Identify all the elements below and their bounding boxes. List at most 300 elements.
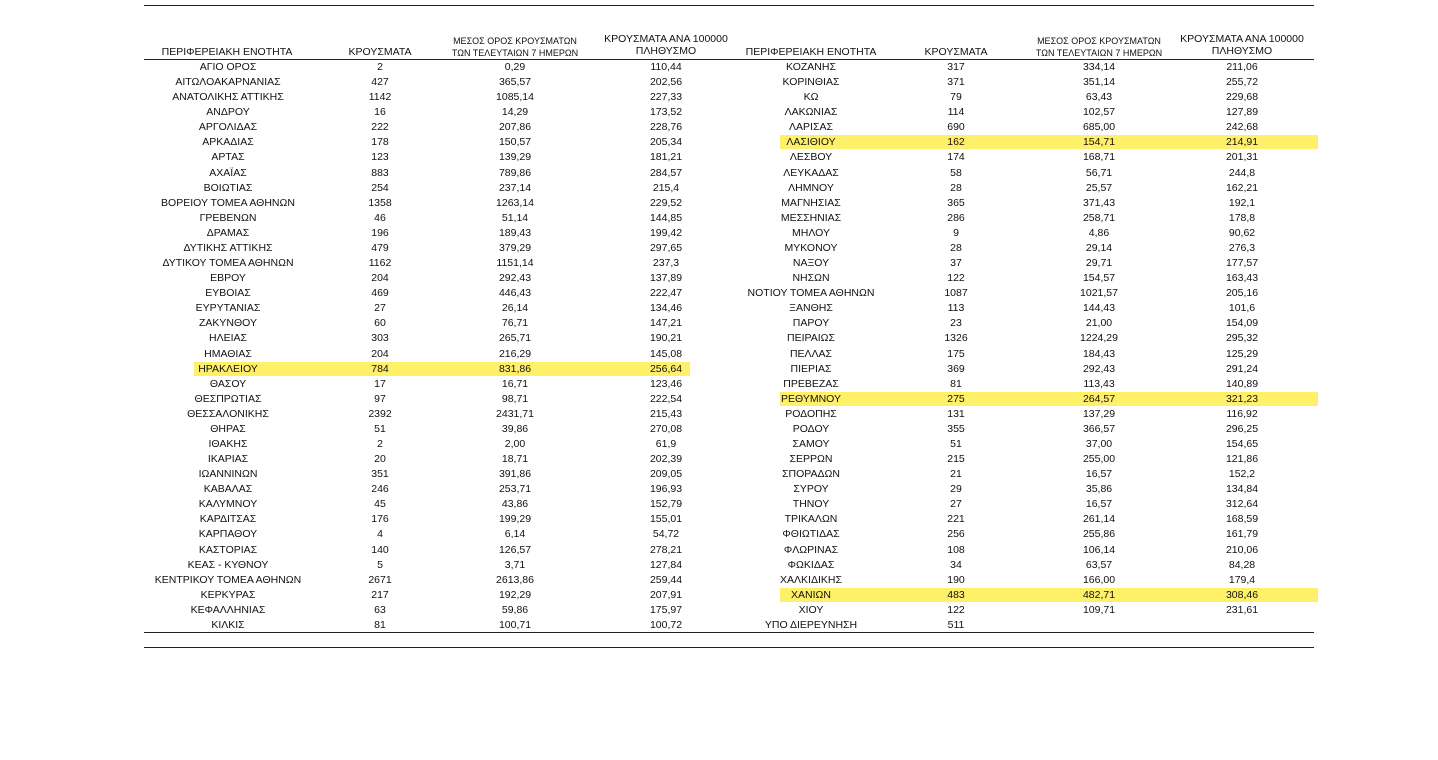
- cell-region: ΚΩ: [803, 91, 819, 104]
- cell-region: ΜΑΓΝΗΣΙΑΣ: [781, 196, 841, 209]
- cell-cases: 2392: [368, 407, 392, 420]
- cell-per100k: 179,4: [1228, 573, 1256, 586]
- table-row: [0, 392, 1438, 407]
- cell-cases: 427: [371, 76, 389, 89]
- cell-per100k: 255,72: [1225, 76, 1259, 89]
- cell-per100k: 163,43: [1225, 272, 1259, 285]
- cell-avg7: 102,57: [1082, 106, 1116, 119]
- cell-avg7: 6,14: [504, 528, 526, 541]
- cell-region: ΠΕΙΡΑΙΩΣ: [787, 332, 835, 345]
- cell-region: ΣΠΟΡΑΔΩΝ: [782, 468, 840, 481]
- cell-avg7: 16,57: [1085, 498, 1113, 511]
- cell-region: ΔΡΑΜΑΣ: [206, 226, 250, 239]
- cell-cases: 215: [947, 453, 965, 466]
- cell-per100k: 207,91: [649, 588, 683, 601]
- cell-region: ΛΗΜΝΟΥ: [788, 181, 834, 194]
- cell-per100k: 152,2: [1228, 468, 1256, 481]
- cell-cases: 365: [947, 196, 965, 209]
- table-row: [0, 452, 1438, 467]
- cell-avg7: 25,57: [1085, 181, 1113, 194]
- cell-region: ΑΡΓΟΛΙΔΑΣ: [198, 121, 258, 134]
- cell-cases: 63: [374, 603, 386, 616]
- table-row: [0, 437, 1438, 452]
- cell-cases: 1162: [368, 257, 392, 270]
- cell-avg7: 26,14: [501, 302, 529, 315]
- cell-per100k: 175,97: [649, 603, 683, 616]
- cell-region: ΘΕΣΣΑΛΟΝΙΚΗΣ: [187, 407, 269, 420]
- cell-per100k: 215,43: [649, 407, 683, 420]
- cell-cases: 196: [371, 226, 389, 239]
- cell-region: ΗΡΑΚΛΕΙΟΥ: [198, 362, 258, 375]
- cell-cases: 81: [950, 377, 962, 390]
- cell-avg7: 446,43: [498, 287, 532, 300]
- cell-per100k: 222,47: [649, 287, 683, 300]
- cell-per100k: 237,3: [652, 257, 680, 270]
- cell-per100k: 162,21: [1225, 181, 1259, 194]
- cell-region: ΝΗΣΩΝ: [792, 272, 830, 285]
- cell-region: ΠΑΡΟΥ: [792, 317, 830, 330]
- cell-region: ΡΕΘΥΜΝΟΥ: [780, 392, 841, 405]
- cell-avg7: 126,57: [498, 543, 532, 556]
- cell-per100k: 284,57: [649, 166, 683, 179]
- header-cases: ΚΡΟΥΣΜΑΤΑ: [924, 46, 988, 58]
- cell-per100k: 116,92: [1226, 407, 1258, 420]
- cell-avg7: 144,43: [1082, 302, 1116, 315]
- cell-avg7: 237,14: [498, 181, 532, 194]
- cell-per100k: 321,23: [1225, 392, 1259, 405]
- cell-per100k: 209,05: [649, 468, 683, 481]
- cell-avg7: 253,71: [498, 483, 532, 496]
- cell-region: ΒΟΙΩΤΙΑΣ: [203, 181, 253, 194]
- cell-per100k: 296,25: [1225, 422, 1259, 435]
- cell-region: ΑΓΙΟ ΟΡΟΣ: [199, 61, 257, 73]
- cell-region: ΘΑΣΟΥ: [209, 377, 247, 390]
- cell-avg7: 0,29: [504, 61, 526, 73]
- cell-avg7: 14,29: [501, 106, 529, 119]
- table-row: [0, 271, 1438, 286]
- table-row: [0, 135, 1438, 150]
- cell-region: ΓΡΕΒΕΝΩΝ: [199, 211, 257, 224]
- cell-per100k: 125,29: [1225, 347, 1259, 360]
- cell-per100k: 278,21: [649, 543, 683, 556]
- table-row: [0, 558, 1438, 573]
- table-row: [0, 120, 1438, 135]
- cell-avg7: 3,71: [504, 558, 526, 571]
- cell-cases: 178: [371, 136, 389, 149]
- cell-per100k: 100,72: [649, 618, 683, 631]
- cell-cases: 221: [947, 513, 965, 526]
- cell-cases: 174: [947, 151, 965, 164]
- cell-region: ΞΑΝΘΗΣ: [789, 302, 833, 315]
- header-region: ΠΕΡΙΦΕΡΕΙΑΚΗ ΕΝΟΤΗΤΑ: [161, 46, 293, 58]
- table-row: [0, 543, 1438, 558]
- cell-avg7: 51,14: [501, 211, 529, 224]
- cell-region: ΑΙΤΩΛΟΑΚΑΡΝΑΝΙΑΣ: [175, 76, 281, 89]
- cell-region: ΚΕΑΣ - ΚΥΘΝΟΥ: [187, 558, 269, 571]
- cell-per100k: 211,06: [1226, 61, 1258, 73]
- cell-cases: 369: [947, 362, 965, 375]
- cell-per100k: 168,59: [1225, 513, 1259, 526]
- cell-cases: 883: [371, 166, 389, 179]
- cell-cases: 58: [950, 166, 962, 179]
- cell-cases: 113: [947, 302, 965, 315]
- table-row: [0, 347, 1438, 362]
- cell-cases: 28: [950, 181, 962, 194]
- cell-avg7: 16,71: [501, 377, 529, 390]
- table-row: [0, 422, 1438, 437]
- cell-avg7: 2613,86: [496, 573, 534, 586]
- cell-avg7: 264,57: [1082, 392, 1116, 405]
- cell-cases: 246: [371, 483, 389, 496]
- cell-per100k: 140,89: [1225, 377, 1259, 390]
- cell-region: ΚΕΝΤΡΙΚΟΥ ΤΟΜΕΑ ΑΘΗΝΩΝ: [154, 573, 302, 586]
- cell-per100k: 196,93: [649, 483, 683, 496]
- cell-avg7: 255,00: [1082, 453, 1116, 466]
- cell-region: ΚΟΖΑΝΗΣ: [786, 61, 836, 73]
- cell-region: ΛΕΥΚΑΔΑΣ: [783, 166, 839, 179]
- cell-cases: 79: [950, 91, 962, 104]
- cell-cases: 784: [371, 362, 389, 375]
- cell-cases: 1358: [368, 196, 392, 209]
- cell-cases: 355: [947, 422, 965, 435]
- cell-region: ΤΗΝΟΥ: [792, 498, 830, 511]
- cell-per100k: 145,08: [649, 347, 683, 360]
- cell-per100k: 84,28: [1228, 558, 1256, 571]
- header-per100k: ΚΡΟΥΣΜΑΤΑ ΑΝΑ 100000 ΠΛΗΘΥΣΜΟ: [604, 33, 728, 57]
- cell-avg7: 100,71: [498, 618, 532, 631]
- cell-region: ΚΑΡΔΙΤΣΑΣ: [199, 513, 257, 526]
- cell-region: ΥΠΟ ΔΙΕΡΕΥΝΗΣΗ: [764, 618, 858, 631]
- cell-cases: 204: [371, 347, 389, 360]
- cell-region: ΔΥΤΙΚΟΥ ΤΟΜΕΑ ΑΘΗΝΩΝ: [162, 257, 294, 270]
- cell-per100k: 270,08: [649, 422, 683, 435]
- table-row: [0, 512, 1438, 527]
- cell-region: ΣΑΜΟΥ: [792, 438, 830, 450]
- cell-per100k: 134,46: [649, 302, 683, 315]
- cell-region: ΙΩΑΝΝΙΝΩΝ: [198, 468, 258, 481]
- header-cases: ΚΡΟΥΣΜΑΤΑ: [348, 46, 412, 58]
- cell-cases: 483: [947, 588, 965, 601]
- cell-cases: 140: [371, 543, 389, 556]
- cell-per100k: 178,8: [1228, 211, 1256, 224]
- cell-per100k: 259,44: [649, 573, 683, 586]
- cell-avg7: 18,71: [501, 453, 529, 466]
- cell-avg7: 216,29: [498, 347, 532, 360]
- cell-per100k: 205,34: [649, 136, 683, 149]
- cell-avg7: 113,43: [1083, 377, 1115, 390]
- cell-per100k: 308,46: [1225, 588, 1259, 601]
- cell-cases: 204: [371, 272, 389, 285]
- cell-avg7: 831,86: [498, 362, 532, 375]
- table-row: [0, 226, 1438, 241]
- cell-per100k: 215,4: [652, 181, 680, 194]
- cell-cases: 60: [374, 317, 386, 330]
- cell-per100k: 134,84: [1225, 483, 1259, 496]
- cell-per100k: 199,42: [649, 226, 683, 239]
- table-row: [0, 573, 1438, 588]
- cell-avg7: 16,57: [1085, 468, 1113, 481]
- cell-per100k: 121,86: [1225, 453, 1259, 466]
- cell-avg7: 137,29: [1082, 407, 1116, 420]
- cell-avg7: 139,29: [498, 151, 532, 164]
- cell-avg7: 379,29: [498, 241, 532, 254]
- cell-avg7: 37,00: [1085, 438, 1113, 450]
- cell-per100k: 244,8: [1228, 166, 1256, 179]
- cell-region: ΦΛΩΡΙΝΑΣ: [783, 543, 839, 556]
- cell-region: ΚΑΣΤΟΡΙΑΣ: [198, 543, 258, 556]
- cell-per100k: 101,6: [1228, 302, 1256, 315]
- cell-region: ΖΑΚΥΝΘΟΥ: [198, 317, 257, 330]
- cell-per100k: 61,9: [655, 438, 677, 450]
- cell-region: ΜΕΣΣΗΝΙΑΣ: [780, 211, 842, 224]
- cell-region: ΠΙΕΡΙΑΣ: [790, 362, 832, 375]
- cell-region: ΚΕΡΚΥΡΑΣ: [200, 588, 256, 601]
- table-row: [0, 241, 1438, 256]
- table-row: [0, 377, 1438, 392]
- table-row: [0, 90, 1438, 105]
- cell-cases: 5: [377, 558, 383, 571]
- cell-avg7: 109,71: [1082, 603, 1116, 616]
- cell-cases: 175: [947, 347, 965, 360]
- cell-region: ΛΑΡΙΣΑΣ: [789, 121, 833, 134]
- cell-avg7: 2431,71: [496, 407, 534, 420]
- table-row: [0, 150, 1438, 165]
- cell-per100k: 190,21: [649, 332, 683, 345]
- cell-cases: 469: [371, 287, 389, 300]
- cell-region: ΕΥΒΟΙΑΣ: [205, 287, 251, 300]
- cell-avg7: 258,71: [1082, 211, 1116, 224]
- table-row: [0, 256, 1438, 271]
- cell-region: ΚΟΡΙΝΘΙΑΣ: [782, 76, 840, 89]
- cell-avg7: 106,14: [1082, 543, 1116, 556]
- cell-region: ΧΑΛΚΙΔΙΚΗΣ: [780, 573, 842, 586]
- cell-region: ΕΥΡΥΤΑΝΙΑΣ: [195, 302, 261, 315]
- cell-avg7: 43,86: [501, 498, 529, 511]
- table-row: [0, 588, 1438, 603]
- table-row: [0, 105, 1438, 120]
- header-region: ΠΕΡΙΦΕΡΕΙΑΚΗ ΕΝΟΤΗΤΑ: [745, 46, 877, 58]
- cell-per100k: 181,21: [649, 151, 683, 164]
- cell-cases: 28: [950, 241, 962, 254]
- cell-avg7: 4,86: [1088, 226, 1110, 239]
- cell-cases: 371: [947, 76, 965, 89]
- cell-per100k: 297,65: [649, 241, 683, 254]
- cell-cases: 23: [950, 317, 962, 330]
- cell-cases: 275: [947, 392, 965, 405]
- cell-cases: 21: [950, 468, 962, 481]
- cell-region: ΕΒΡΟΥ: [210, 272, 246, 285]
- table-row: [0, 618, 1438, 633]
- cell-avg7: 1151,14: [496, 257, 534, 270]
- cell-avg7: 1263,14: [496, 196, 534, 209]
- cell-region: ΔΥΤΙΚΗΣ ΑΤΤΙΚΗΣ: [183, 241, 273, 254]
- cell-per100k: 137,89: [649, 272, 683, 285]
- cell-region: ΦΘΙΩΤΙΔΑΣ: [782, 528, 840, 541]
- cell-avg7: 391,86: [498, 468, 532, 481]
- cell-region: ΛΑΚΩΝΙΑΣ: [784, 106, 838, 119]
- cell-per100k: 147,21: [649, 317, 683, 330]
- cell-per100k: 54,72: [652, 528, 680, 541]
- bottom-border-line: [144, 647, 1314, 648]
- cell-per100k: 242,68: [1225, 121, 1259, 134]
- cell-cases: 4: [377, 528, 383, 541]
- cell-per100k: 152,79: [649, 498, 683, 511]
- cell-cases: 162: [947, 136, 965, 149]
- table-row: [0, 497, 1438, 512]
- cell-per100k: 154,09: [1225, 317, 1259, 330]
- cell-region: ΠΕΛΛΑΣ: [789, 347, 833, 360]
- cell-region: ΑΝΑΤΟΛΙΚΗΣ ΑΤΤΙΚΗΣ: [172, 91, 284, 104]
- cell-cases: 123: [371, 151, 389, 164]
- table-row: [0, 362, 1438, 377]
- cell-avg7: 685,00: [1082, 121, 1116, 134]
- cell-avg7: 2,00: [504, 438, 526, 450]
- cell-avg7: 292,43: [1082, 362, 1116, 375]
- cell-avg7: 189,43: [498, 226, 532, 239]
- cell-avg7: 482,71: [1082, 588, 1116, 601]
- cell-cases: 45: [374, 498, 386, 511]
- cell-avg7: 265,71: [498, 332, 532, 345]
- table-row: [0, 75, 1438, 90]
- cell-avg7: 154,57: [1082, 272, 1116, 285]
- cell-avg7: 255,86: [1082, 528, 1116, 541]
- table-row: [0, 482, 1438, 497]
- cell-cases: 51: [374, 422, 386, 435]
- cell-cases: 1087: [944, 287, 968, 300]
- cell-cases: 2: [377, 61, 383, 73]
- cell-cases: 122: [947, 272, 965, 285]
- cell-avg7: 199,29: [498, 513, 532, 526]
- cell-cases: 114: [947, 106, 965, 119]
- cell-region: ΧΙΟΥ: [798, 603, 824, 616]
- cell-avg7: 166,00: [1082, 573, 1116, 586]
- cell-region: ΑΝΔΡΟΥ: [206, 106, 250, 119]
- cell-region: ΡΟΔΟΥ: [792, 422, 830, 435]
- cell-cases: 222: [371, 121, 389, 134]
- cell-cases: 217: [371, 588, 389, 601]
- cell-region: ΚΑΒΑΛΑΣ: [203, 483, 253, 496]
- table-row: [0, 196, 1438, 211]
- table-row: [0, 211, 1438, 226]
- cell-avg7: 371,43: [1082, 196, 1116, 209]
- cell-region: ΡΟΔΟΠΗΣ: [785, 407, 837, 420]
- cell-per100k: 295,32: [1225, 332, 1259, 345]
- cell-region: ΜΥΚΟΝΟΥ: [784, 241, 838, 254]
- cell-per100k: 276,3: [1228, 241, 1256, 254]
- cell-cases: 37: [950, 257, 962, 270]
- cell-avg7: 1021,57: [1080, 287, 1118, 300]
- cell-per100k: 154,65: [1225, 438, 1259, 450]
- cell-per100k: 227,33: [649, 91, 683, 104]
- table-row: [0, 60, 1438, 75]
- cell-region: ΝΑΞΟΥ: [792, 257, 830, 270]
- cell-avg7: 207,86: [498, 121, 532, 134]
- cell-avg7: 63,57: [1085, 558, 1113, 571]
- cell-cases: 108: [947, 543, 965, 556]
- cell-avg7: 59,86: [501, 603, 529, 616]
- cell-avg7: 29,71: [1085, 257, 1113, 270]
- cell-avg7: 334,14: [1082, 61, 1116, 73]
- cell-cases: 81: [374, 618, 386, 631]
- cell-avg7: 29,14: [1085, 241, 1113, 254]
- cell-avg7: 154,71: [1082, 136, 1116, 149]
- cell-per100k: 161,79: [1225, 528, 1259, 541]
- cell-per100k: 110,44: [650, 61, 682, 73]
- cell-per100k: 127,89: [1225, 106, 1259, 119]
- cell-per100k: 202,56: [649, 76, 683, 89]
- cell-cases: 1142: [368, 91, 392, 104]
- cell-cases: 511: [947, 618, 965, 631]
- cell-region: ΑΧΑΪΑΣ: [209, 166, 247, 179]
- cell-region: ΣΕΡΡΩΝ: [789, 453, 833, 466]
- table-row: [0, 407, 1438, 422]
- cell-avg7: 168,71: [1082, 151, 1116, 164]
- cell-avg7: 192,29: [498, 588, 532, 601]
- cell-region: ΘΕΣΠΡΩΤΙΑΣ: [194, 392, 262, 405]
- header-avg7: ΜΕΣΟΣ ΟΡΟΣ ΚΡΟΥΣΜΑΤΩΝ ΤΩΝ ΤΕΛΕΥΤΑΙΩΝ 7 ΗΜΕΡΩΝ: [451, 36, 579, 58]
- table-row: [0, 603, 1438, 618]
- cell-cases: 27: [374, 302, 386, 315]
- cell-cases: 2671: [368, 573, 392, 586]
- cell-per100k: 144,85: [649, 211, 683, 224]
- cell-region: ΣΥΡΟΥ: [793, 483, 829, 496]
- cell-region: ΚΕΦΑΛΛΗΝΙΑΣ: [190, 603, 266, 616]
- cell-region: ΙΚΑΡΙΑΣ: [207, 453, 249, 466]
- cell-cases: 27: [950, 498, 962, 511]
- cell-cases: 256: [947, 528, 965, 541]
- cell-cases: 97: [374, 392, 386, 405]
- cell-avg7: 184,43: [1082, 347, 1116, 360]
- top-border-line: [144, 5, 1314, 6]
- cell-avg7: 292,43: [498, 272, 532, 285]
- cell-cases: 351: [371, 468, 389, 481]
- cell-region: ΚΙΛΚΙΣ: [211, 618, 245, 631]
- cell-region: ΗΛΕΙΑΣ: [208, 332, 247, 345]
- cell-region: ΘΗΡΑΣ: [210, 422, 246, 435]
- cell-region: ΦΩΚΙΔΑΣ: [787, 558, 835, 571]
- cell-region: ΤΡΙΚΑΛΩΝ: [784, 513, 838, 526]
- cell-cases: 176: [371, 513, 389, 526]
- table-row: [0, 301, 1438, 316]
- cell-region: ΚΑΡΠΑΘΟΥ: [198, 528, 258, 541]
- cell-region: ΚΑΛΥΜΝΟΥ: [198, 498, 258, 511]
- cell-region: ΜΗΛΟΥ: [792, 226, 830, 239]
- cell-per100k: 214,91: [1225, 136, 1259, 149]
- cell-cases: 479: [371, 241, 389, 254]
- cell-cases: 51: [950, 438, 962, 450]
- table-row: [0, 286, 1438, 301]
- header-avg7: ΜΕΣΟΣ ΟΡΟΣ ΚΡΟΥΣΜΑΤΩΝ ΤΩΝ ΤΕΛΕΥΤΑΙΩΝ 7 ΗΜΕΡΩΝ: [1035, 36, 1163, 58]
- cell-per100k: 291,24: [1225, 362, 1259, 375]
- cell-region: ΛΕΣΒΟΥ: [789, 151, 833, 164]
- cell-avg7: 35,86: [1085, 483, 1113, 496]
- cell-cases: 9: [953, 226, 959, 239]
- cell-cases: 34: [950, 558, 962, 571]
- table-row: [0, 331, 1438, 346]
- cell-per100k: 155,01: [649, 513, 683, 526]
- cell-per100k: 127,84: [649, 558, 683, 571]
- cell-avg7: 39,86: [501, 422, 529, 435]
- cell-cases: 317: [947, 61, 965, 73]
- cell-region: ΗΜΑΘΙΑΣ: [204, 347, 252, 360]
- cell-per100k: 173,52: [649, 106, 683, 119]
- cell-cases: 190: [947, 573, 965, 586]
- cell-region: ΧΑΝΙΩΝ: [791, 588, 831, 601]
- header-per100k: ΚΡΟΥΣΜΑΤΑ ΑΝΑ 100000 ΠΛΗΘΥΣΜΟ: [1180, 33, 1304, 57]
- cell-per100k: 202,39: [649, 453, 683, 466]
- cell-cases: 286: [947, 211, 965, 224]
- cell-per100k: 229,52: [649, 196, 683, 209]
